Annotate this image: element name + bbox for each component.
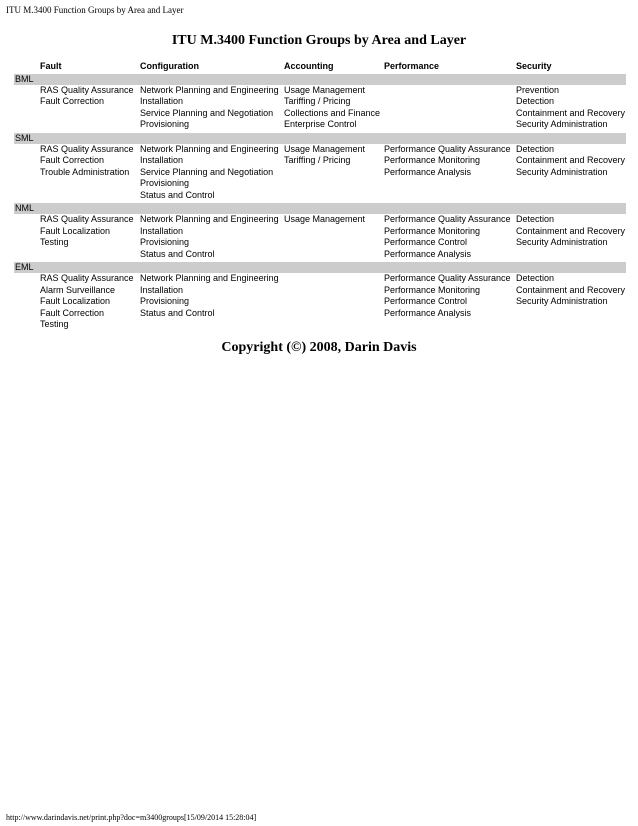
list-item: Testing <box>40 319 69 329</box>
list-item: Performance Quality Assurance <box>384 143 511 154</box>
list-item: Network Planning and Engineering <box>140 84 279 95</box>
list-item: Provisioning <box>140 178 190 188</box>
cell-accounting <box>284 85 384 133</box>
list-item: Performance Monitoring <box>384 155 481 165</box>
list-item: Fault Localization <box>40 296 111 306</box>
print-footer-url: http://www.darindavis.net/print.php?doc=m3400groups[15/09/2014 15:28:04] <box>6 813 257 822</box>
list-item: RAS Quality Assurance <box>40 273 134 283</box>
function-groups-table <box>14 60 626 333</box>
layer-row-bml <box>14 74 626 85</box>
cell-fault <box>40 214 140 262</box>
list-item: Containment and Recovery <box>516 107 626 118</box>
cell-configuration <box>140 273 284 333</box>
list-item: Detection <box>516 273 555 283</box>
layer-label: NML <box>14 203 626 214</box>
cell-fault <box>40 273 140 333</box>
list-item: Network Planning and Engineering <box>140 273 279 283</box>
layer-label: EML <box>14 262 626 273</box>
column-header-fault: Fault <box>40 61 62 71</box>
list-item: RAS Quality Assurance <box>40 214 134 224</box>
column-header-security: Security <box>516 61 552 71</box>
list-item: Fault Correction <box>40 96 105 106</box>
layer-row-eml <box>14 262 626 273</box>
cell-performance <box>384 85 516 133</box>
list-item: Usage Management <box>284 214 366 224</box>
list-item: Usage Management <box>284 143 366 154</box>
list-item: Security Administration <box>516 237 608 247</box>
layer-indent-cell <box>14 85 40 133</box>
table-header-row <box>14 60 626 74</box>
list-item: Status and Control <box>140 189 215 200</box>
table-row <box>14 144 626 204</box>
cell-accounting <box>284 214 384 262</box>
cell-configuration <box>140 144 284 204</box>
list-item: Fault Localization <box>40 225 111 236</box>
list-item: Alarm Surveillance <box>40 284 116 295</box>
column-header-accounting: Accounting <box>284 61 334 71</box>
cell-security <box>516 214 626 262</box>
page-title: ITU M.3400 Function Groups by Area and Layer <box>171 33 467 48</box>
table-row <box>14 85 626 133</box>
list-item: Performance Analysis <box>384 166 472 177</box>
cell-security <box>516 144 626 204</box>
cell-security <box>516 85 626 133</box>
layer-indent-cell <box>14 273 40 333</box>
list-item: Performance Monitoring <box>384 225 481 236</box>
cell-security <box>516 273 626 333</box>
print-header: ITU M.3400 Function Groups by Area and Layer <box>6 5 184 15</box>
list-item: Security Administration <box>516 166 608 177</box>
column-header-performance: Performance <box>384 61 440 71</box>
list-item: Detection <box>516 96 555 106</box>
list-item: Performance Analysis <box>384 307 472 318</box>
list-item: Provisioning <box>140 237 190 247</box>
cell-fault <box>40 144 140 204</box>
list-item: Containment and Recovery <box>516 155 626 165</box>
list-item: Containment and Recovery <box>516 225 626 236</box>
copyright-notice: Copyright (©) 2008, Darin Davis <box>221 340 417 355</box>
list-item: Trouble Administration <box>40 166 130 177</box>
layer-row-nml <box>14 203 626 214</box>
list-item: Performance Monitoring <box>384 284 481 295</box>
list-item: Installation <box>140 96 184 106</box>
layer-column-header <box>14 60 40 74</box>
list-item: Detection <box>516 143 555 154</box>
list-item: Containment and Recovery <box>516 284 626 295</box>
list-item: Performance Quality Assurance <box>384 214 511 224</box>
list-item: Fault Correction <box>40 307 105 318</box>
cell-fault <box>40 85 140 133</box>
list-item: Collections and Finance <box>284 107 381 118</box>
cell-configuration <box>140 214 284 262</box>
list-item: Installation <box>140 225 184 236</box>
list-item: Performance Control <box>384 237 468 247</box>
list-item: Security Administration <box>516 119 608 129</box>
cell-accounting <box>284 144 384 204</box>
table-row <box>14 273 626 333</box>
list-item: RAS Quality Assurance <box>40 143 134 154</box>
list-item: Network Planning and Engineering <box>140 214 279 224</box>
layer-indent-cell <box>14 144 40 204</box>
list-item: Installation <box>140 155 184 165</box>
list-item: Provisioning <box>140 296 190 306</box>
list-item: Fault Correction <box>40 155 105 165</box>
list-item: Performance Control <box>384 296 468 306</box>
cell-configuration <box>140 85 284 133</box>
list-item: Tariffing / Pricing <box>284 96 351 106</box>
list-item: Performance Quality Assurance <box>384 273 511 283</box>
list-item: Testing <box>40 237 69 247</box>
list-item: Usage Management <box>284 84 366 95</box>
cell-performance <box>384 214 516 262</box>
list-item: Provisioning <box>140 119 190 129</box>
list-item: Detection <box>516 214 555 224</box>
cell-accounting <box>284 273 384 333</box>
list-item: Enterprise Control <box>284 119 357 129</box>
table-row <box>14 214 626 262</box>
layer-label: SML <box>14 133 626 144</box>
list-item: Security Administration <box>516 296 608 306</box>
list-item: Network Planning and Engineering <box>140 143 279 154</box>
list-item: Installation <box>140 284 184 295</box>
list-item: Tariffing / Pricing <box>284 155 351 165</box>
table-body <box>14 74 626 333</box>
list-item: Service Planning and Negotiation <box>140 166 274 177</box>
list-item: Status and Control <box>140 307 215 318</box>
layer-label: BML <box>14 74 626 85</box>
layer-indent-cell <box>14 214 40 262</box>
list-item: Prevention <box>516 84 560 95</box>
column-header-configuration: Configuration <box>140 61 199 71</box>
list-item: Performance Analysis <box>384 248 472 259</box>
list-item: Status and Control <box>140 248 215 259</box>
layer-row-sml <box>14 133 626 144</box>
list-item: Service Planning and Negotiation <box>140 107 274 118</box>
cell-performance <box>384 144 516 204</box>
list-item: RAS Quality Assurance <box>40 84 134 95</box>
cell-performance <box>384 273 516 333</box>
